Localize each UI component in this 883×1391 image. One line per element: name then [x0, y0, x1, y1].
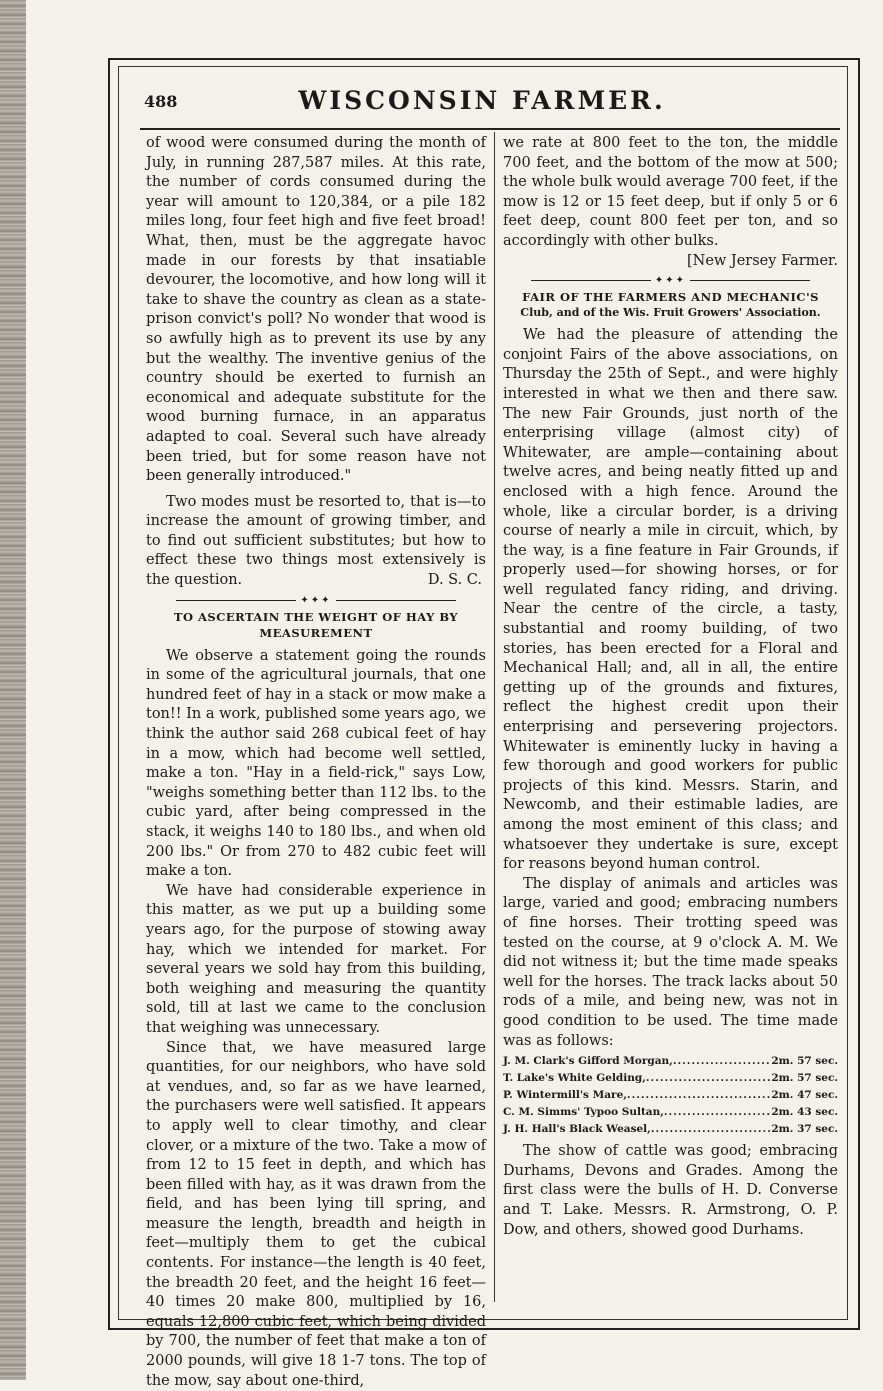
hay-article-heading: TO ASCERTAIN THE WEIGHT OF HAY BY MEASUREMENT	[173, 609, 459, 640]
article-signature: D. S. C.	[427, 572, 482, 589]
right-column	[503, 134, 838, 1240]
two-modes-text: Two modes must be resorted to, that is—to increase the amount of growing timber, and to find out sufficient substitutes; but how to effect these two things most extensively is the question.	[146, 493, 486, 589]
leader-dots	[664, 1104, 771, 1121]
hay-paragraph-1: We observe a statement going the rounds in some of the agricultural journals, that one hundred feet of hay in a stack or mow make a ton!! In a work, published some years ago, we think the author said 268 cubical feet of hay in a mow, which had become well settled, make a ton. "Hay in a field-rick," says Low, "weighs something better than 112 lbs. to the cubic yard, after being compressed in the stack, it weighs 140 to 180 lbs., and when old 200 lbs." Or from 270 to 482 cubic feet will make a ton.	[146, 647, 486, 880]
section-ornament: ✦✦✦	[503, 275, 838, 287]
leader-dots	[646, 1070, 771, 1087]
result-row	[503, 1053, 838, 1070]
leader-dots	[651, 1121, 772, 1138]
masthead-title: WISCONSIN FARMER.	[298, 86, 666, 115]
result-horse: J. H. Hall's Black Weasel,	[503, 1123, 651, 1136]
result-time: 2m. 37 sec.	[771, 1123, 838, 1136]
book-binding-edge	[0, 0, 26, 1380]
wood-article-continuation: of wood were consumed during the month of July, in running 287,587 miles. At this rate, the number of cords consumed during the year will amount to 120,384, or a pile 182 miles long, four feet high and five feet broad! What, then, must be the aggregate havoc made in our forests by that insatiable devourer, the locomotive, and how long will it take to shave the country as clean as a state-prison convict's poll? No wonder that wood is so awfully high as to prevent its use by any but the wealthy. The inventive genius of the country should be exerted to furnish an economical and adequate substitute for the wood burning furnace, in an apparatus adapted to coal. Several such have already been tried, but for some reason have not been generally introduced."	[146, 135, 486, 485]
result-horse: T. Lake's White Gelding,	[503, 1072, 646, 1085]
two-modes-paragraph	[146, 493, 486, 591]
left-column	[146, 134, 486, 1391]
trotting-results-table	[503, 1053, 838, 1138]
hay-paragraph-2: We have had considerable experience in this matter, as we put up a building some years ago, for the purpose of stowing away hay, which we intended for market. For several years we sold hay from this building, both weighing and measuring the quantity sold, till at last we came to the conclusion that weighing was unnecessary.	[146, 882, 486, 1036]
result-row	[503, 1104, 838, 1121]
result-row	[503, 1070, 838, 1087]
result-time: 2m. 43 sec.	[771, 1106, 838, 1119]
result-time: 2m. 47 sec.	[771, 1089, 838, 1102]
fair-paragraph-2: The display of animals and articles was large, varied and good; embracing numbers of fine horses. Their trotting speed was tested on the course, at 9 o'clock A. M. We did not witness it; but the time made speaks well for the horses. The track lacks about 50 rods of a mile, and being new, was not in good condition to be used. The time made was as follows:	[503, 875, 838, 1049]
result-row	[503, 1087, 838, 1104]
leader-dots	[673, 1053, 772, 1070]
fair-article-heading: FAIR OF THE FARMERS AND MECHANIC'S	[522, 290, 819, 305]
result-horse: P. Wintermill's Mare,	[503, 1089, 627, 1102]
page-number: 488	[144, 92, 178, 111]
fair-paragraph-3: The show of cattle was good; embracing Durhams, Devons and Grades. Among the first class were the bulls of H. D. Converse and T. Lake. Messrs. R. Armstrong, O. P. Dow, and others, showed good Durhams.	[503, 1143, 838, 1238]
fair-paragraph-1: We had the pleasure of attending the conjoint Fairs of the above associations, on Thursday the 25th of Sept., and were highly interested in what we then and there saw. The new Fair Grounds, just north of the enterprising village (almost city) of Whitewater, are ample—containing about twelve acres, and being neatly fitted up and enclosed with a high fence. Around the whole, like a circular border, is a driving course of nearly a mile in circuit, which, by the way, is a fine feature in Fair Grounds, if properly used—for showing horses, or for well regulated fancy riding, and driving. Near the centre of the circle, a tasty, substantial and roomy building, of two stories, has been erected for a Floral and Mechanical Hall; and, all in all, the entire getting up of the grounds and fixtures, reflect the highest credit upon their enterprising and persevering projectors. Whitewater is eminently lucky in having a few thorough and good workers for public projects of this kind. Messrs. Starin, and Newcomb, and their estimable ladies, are among the most eminent of this class; and whatsoever they undertake is sure, except for reasons beyond human control.	[503, 327, 838, 873]
result-time: 2m. 57 sec.	[771, 1055, 838, 1068]
header-rule	[140, 128, 840, 130]
result-row	[503, 1121, 838, 1138]
page-header	[122, 86, 842, 124]
result-horse: J. M. Clark's Gifford Morgan,	[503, 1055, 673, 1068]
section-ornament: ✦✦✦	[146, 595, 486, 607]
fair-article-subheading: Club, and of the Wis. Fruit Growers' Association.	[520, 306, 821, 320]
hay-paragraph-3: Since that, we have measured large quantities, for our neighbors, who have sold at vendues, and, so far as we have learned, the purchasers were well satisfied. It appears to apply well to clear timothy, and clear clover, or a mixture of the two. Take a mow of from 12 to 15 feet in depth, and which has been filled with hay, as it was drawn from the field, and has been lying till spring, and measure the length, breadth and heigth in feet—multiply them to get the cubical contents. For instance—the length is 40 feet, the breadth 20 feet, and the height 16 feet—40 times 20 make 800, multiplied by 16, equals 12,800 cubic feet, which being divided by 700, the number of feet that make a ton of 2000 pounds, will give 18 1-7 tons. The top of the mow, say about one-third,	[146, 1039, 486, 1389]
leader-dots	[627, 1087, 771, 1104]
result-time: 2m. 57 sec.	[771, 1072, 838, 1085]
result-horse: C. M. Simms' Typoo Sultan,	[503, 1106, 664, 1119]
hay-article-continuation: we rate at 800 feet to the ton, the middle 700 feet, and the bottom of the mow at 500; the whole bulk would average 700 feet, if the mow is 12 or 15 feet deep, but if only 5 or 6 feet deep, count 800 feet per ton, and so accordingly with other bulks.	[503, 135, 838, 249]
column-divider	[494, 132, 495, 1302]
hay-article-source: [New Jersey Farmer.	[686, 252, 838, 269]
